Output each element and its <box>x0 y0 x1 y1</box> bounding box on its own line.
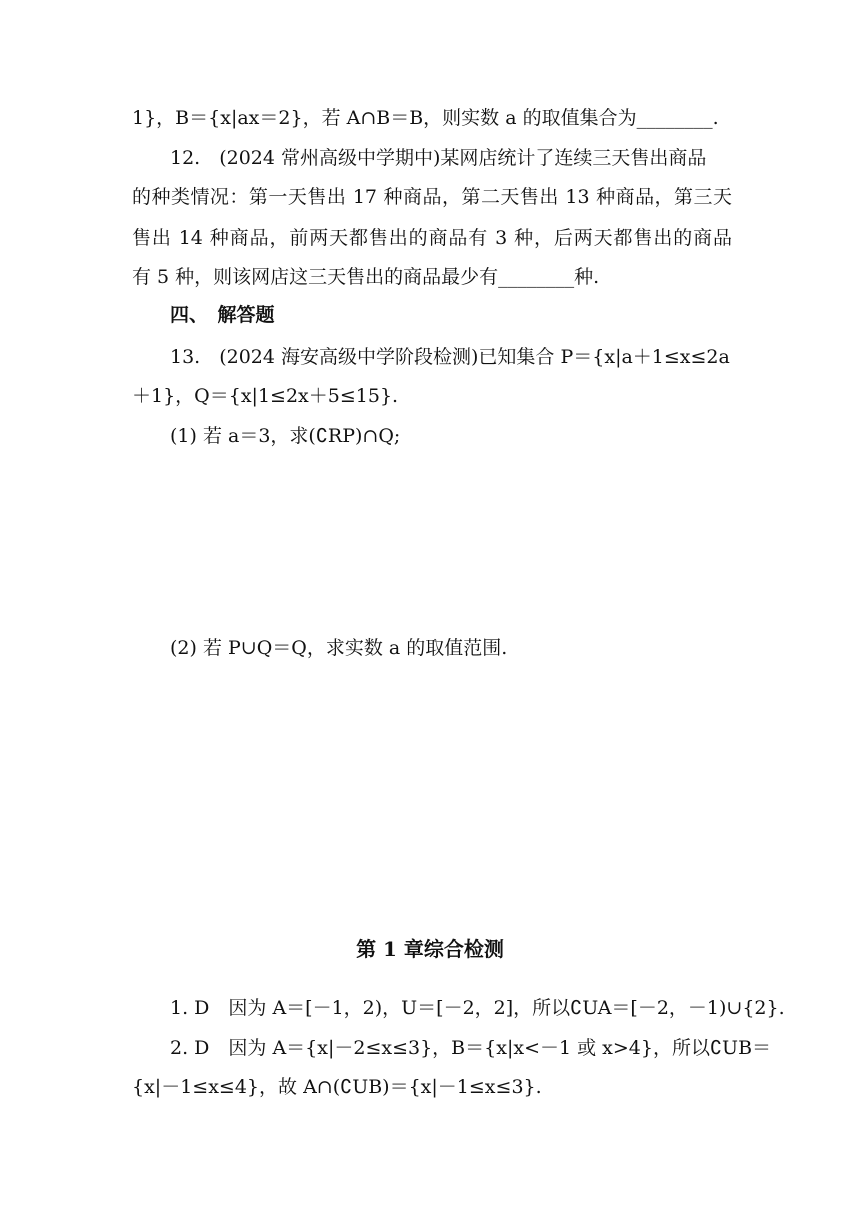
answer-1: 1. D 因为 A＝[－1，2)，U＝[－2，2]，所以∁UA＝[－2，－1)∪{2}. <box>170 997 785 1019</box>
q11-continuation: 1}，B＝{x|ax＝2}，若 A∩B＝B，则实数 a 的取值集合为________. <box>132 107 719 129</box>
q12-line-2: 的种类情况：第一天售出 17 种商品，第二天售出 13 种商品，第三天 <box>132 186 732 208</box>
answer-2-line-2: {x|－1≤x≤4}，故 A∩(∁UB)＝{x|－1≤x≤3}. <box>132 1076 542 1098</box>
q13-line-2: ＋1}，Q＝{x|1≤2x＋5≤15}. <box>132 385 399 407</box>
answer-2-line-1: 2. D 因为 A＝{x|－2≤x≤3}，B＝{x|x<－1 或 x>4}，所以∁UB＝ <box>170 1037 772 1059</box>
answers-title: 第 1 章综合检测 <box>356 937 504 961</box>
q13-part-2: (2) 若 P∪Q＝Q，求实数 a 的取值范围. <box>170 637 508 659</box>
q12-line-1: 12. (2024 常州高级中学期中)某网店统计了连续三天售出商品 <box>170 147 707 169</box>
q13-part-1: (1) 若 a＝3，求(∁RP)∩Q; <box>170 425 401 447</box>
q13-line-1: 13. (2024 海安高级中学阶段检测)已知集合 P＝{x|a＋1≤x≤2a <box>170 346 730 368</box>
q12-line-3: 售出 14 种商品，前两天都售出的商品有 3 种，后两天都售出的商品 <box>132 227 732 249</box>
q12-line-4: 有 5 种，则该网店这三天售出的商品最少有________种. <box>132 266 600 288</box>
section-heading: 四、 解答题 <box>170 304 275 326</box>
